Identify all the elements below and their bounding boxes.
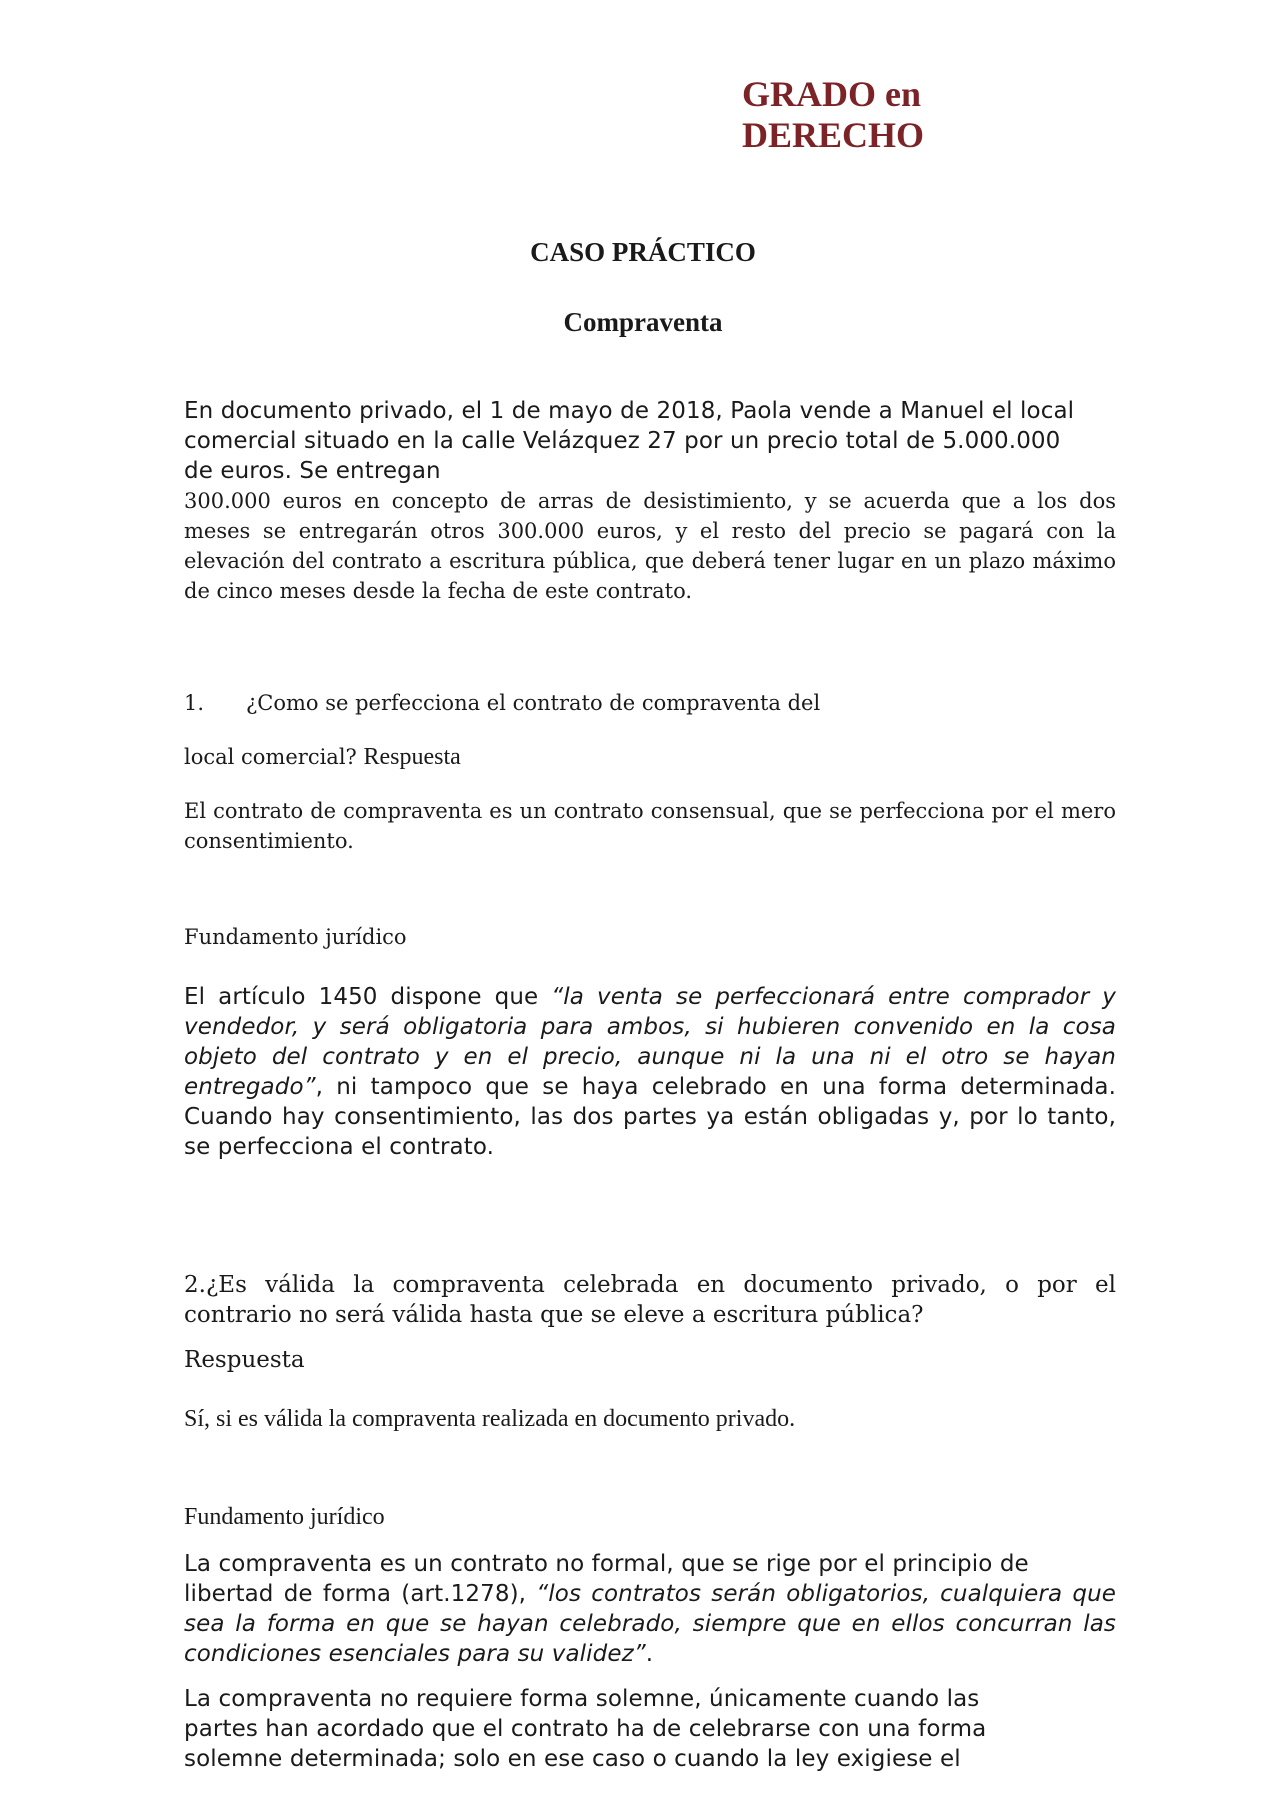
question-2-basis-body xyxy=(184,1579,1116,1669)
question-1-answer: El contrato de compraventa es un contrato consensual, que se perfecciona por el mero consentimiento. xyxy=(184,799,1116,853)
intro-line-2: comercial situado en la calle Velázquez 27 por un precio total de 5.000.000 xyxy=(184,428,1061,454)
question-2-basis-line1: La compraventa es un contrato no formal, que se rige por el principio de xyxy=(184,1551,1029,1577)
question-2-basis-end: . xyxy=(645,1641,654,1667)
question-2-answer-label: Respuesta xyxy=(184,1347,305,1373)
question-2-basis-label: Fundamento jurídico xyxy=(184,1504,385,1530)
question-2 xyxy=(184,1270,1116,1330)
question-1-answer-label: Respuesta xyxy=(363,744,461,770)
document-title: CASO PRÁCTICO xyxy=(530,237,756,267)
question-1-continued xyxy=(184,742,1116,772)
question-2-answer: Sí, si es válida la compraventa realizada en documento privado. xyxy=(184,1406,796,1432)
question-1-basis-label: Fundamento jurídico xyxy=(184,925,407,949)
question-2-number: 2. xyxy=(184,1272,206,1298)
article-1450-quote: “la venta se perfeccionará entre comprador y vendedor, y será obligatoria para ambos, si hubieren convenido en la cosa objeto del contrato y en el precio, aunque ni la una ni el otro se hayan entregado” xyxy=(184,984,1116,1100)
question-1-basis xyxy=(184,982,1116,1162)
question-1-text-part2: local comercial? xyxy=(184,745,357,769)
program-title xyxy=(742,74,924,156)
intro-paragraph-rest: 300.000 euros en concepto de arras de desistimiento, y se acuerda que a los dos meses se entregarán otros 300.000 euros, y el resto del precio se pagará con la elevación del contrato a escritura pública, que deberá tener lugar en un plazo máximo de cinco meses desde la fecha de este contrato. xyxy=(184,489,1116,603)
question-1-basis-intro: El artículo 1450 dispone que xyxy=(184,984,552,1010)
program-title-line2: DERECHO xyxy=(742,115,925,155)
document-subtitle: Compraventa xyxy=(563,307,723,337)
question-2-extra xyxy=(184,1684,1116,1774)
question-2-extra-line2: partes han acordado que el contrato ha de celebrarse con una forma xyxy=(184,1716,987,1742)
question-1-basis-conclusion: , ni tampoco que se haya celebrado en una forma determinada. Cuando hay consentimiento, las dos partes ya están obligadas y, por lo tanto, se perfecciona el contrato. xyxy=(184,1074,1116,1160)
question-2-text: ¿Es válida la compraventa celebrada en documento privado, o por el contrario no será válida hasta que se eleve a escritura pública? xyxy=(184,1272,1116,1328)
question-1 xyxy=(184,688,1116,718)
article-1278-quote: “los contratos serán obligatorios, cualquiera que sea la forma en que se hayan celebrado, siempre que en ellos concurran las condiciones esenciales para su validez” xyxy=(184,1581,1116,1667)
intro-line-3: de euros. Se entregan xyxy=(184,458,441,484)
question-2-extra-line1: La compraventa no requiere forma solemne, únicamente cuando las xyxy=(184,1686,980,1712)
question-2-basis xyxy=(184,1549,1116,1669)
program-title-line1: GRADO en xyxy=(742,74,921,114)
question-2-basis-intro: libertad de forma (art.1278), xyxy=(184,1581,537,1607)
question-2-extra-line3: solemne determinada; solo en ese caso o cuando la ley exigiese el xyxy=(184,1746,961,1772)
intro-line-1: En documento privado, el 1 de mayo de 2018, Paola vende a Manuel el local xyxy=(184,398,1075,424)
intro-paragraph-head xyxy=(184,396,1116,486)
question-1-number: 1. xyxy=(184,691,205,715)
question-1-text-part1: ¿Como se perfecciona el contrato de compraventa del xyxy=(246,691,821,715)
